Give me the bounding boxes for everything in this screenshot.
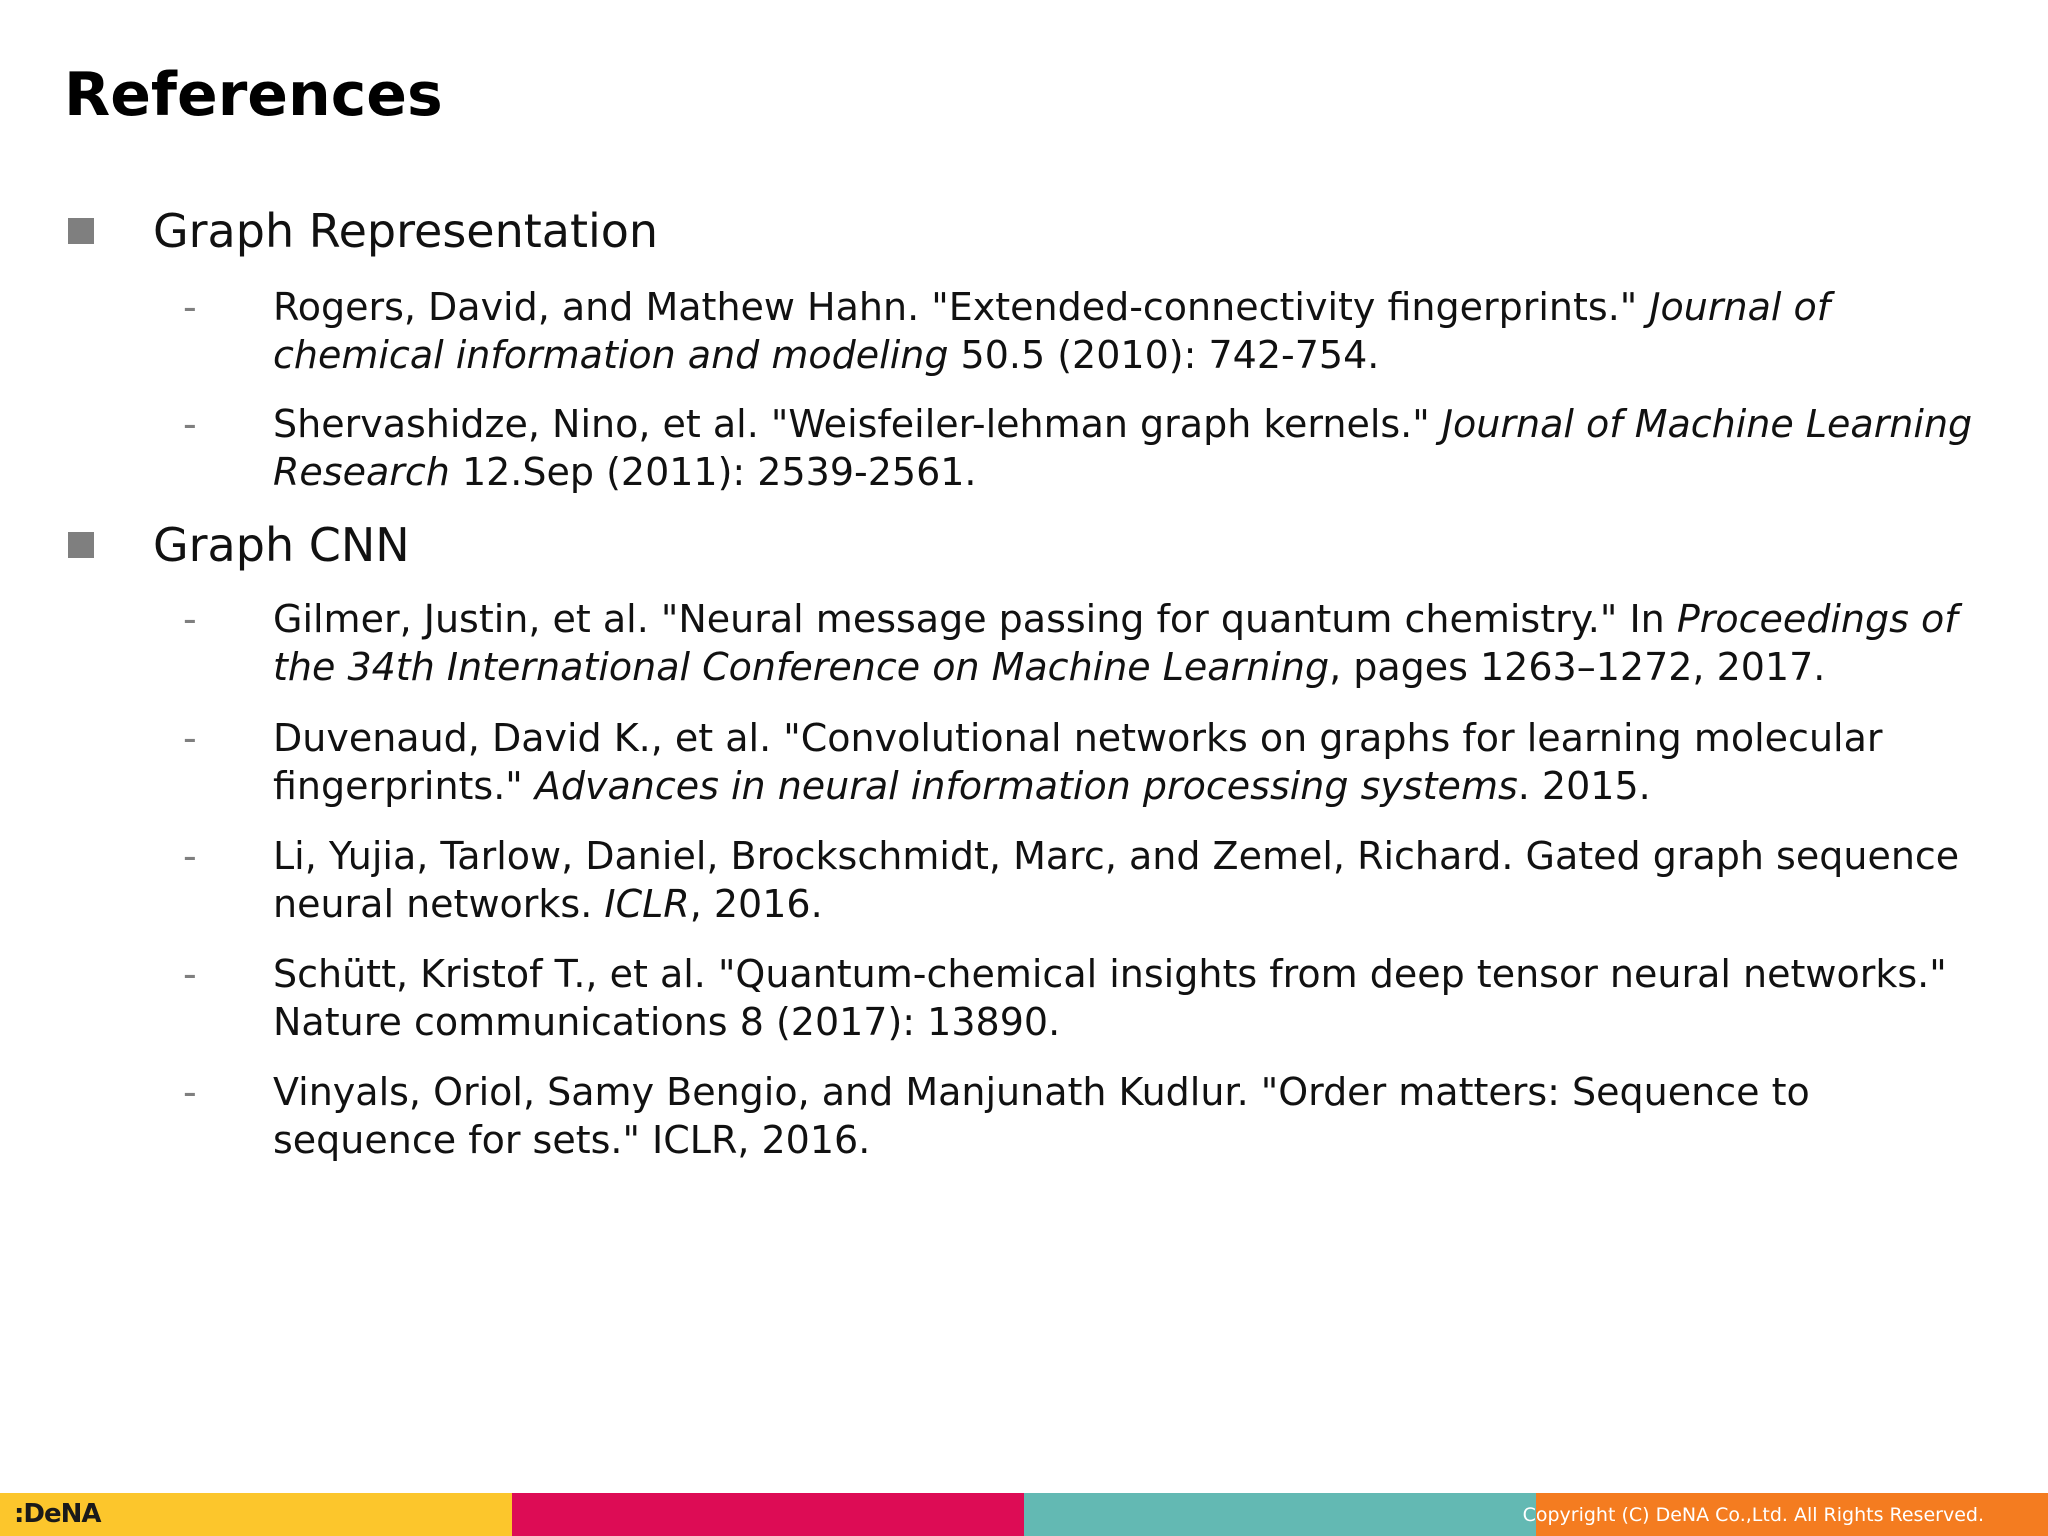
reference-text [273, 832, 1993, 928]
reference-venue: Journal of Machine Learning Research [273, 402, 1973, 494]
reference-text [273, 595, 1993, 691]
dash-bullet-icon: - [183, 285, 197, 329]
reference-details: 50.5 (2010): 742-754. [948, 333, 1380, 377]
dash-bullet-icon: - [183, 402, 197, 446]
dena-logo: :DeNA [14, 1499, 101, 1529]
reference-text [273, 714, 1993, 810]
reference-venue: Proceedings of the 34th International Conference on Machine Learning [273, 597, 1958, 689]
reference-citation: Gilmer, Justin, et al. "Neural message passing for quantum chemistry." In [273, 597, 1677, 641]
reference-citation: Duvenaud, David K., et al. "Convolutional networks on graphs for learning molecular fingerprints." [273, 716, 1883, 808]
footer-segment-teal [1024, 1493, 1536, 1536]
reference-citation: Li, Yujia, Tarlow, Daniel, Brockschmidt, Marc, and Zemel, Richard. Gated graph sequence neural networks. [273, 834, 1960, 926]
reference-venue: Journal of chemical information and modeling [273, 285, 1831, 377]
reference-citation: Vinyals, Oriol, Samy Bengio, and Manjunath Kudlur. "Order matters: Sequence to sequence for sets." ICLR, 2016. [273, 1070, 1810, 1162]
reference-citation: Schütt, Kristof T., et al. "Quantum-chemical insights from deep tensor neural networks." Nature communications 8 (2017): 13890. [273, 952, 1947, 1044]
reference-text [273, 1068, 1993, 1164]
reference-venue: ICLR [604, 882, 690, 926]
square-bullet-icon [68, 218, 94, 244]
footer-segment-pink [512, 1493, 1024, 1536]
dash-bullet-icon: - [183, 597, 197, 641]
dash-bullet-icon: - [183, 952, 197, 996]
dash-bullet-icon: - [183, 834, 197, 878]
reference-venue: Advances in neural information processing systems [534, 764, 1518, 808]
section-heading: Graph Representation [153, 204, 659, 258]
square-bullet-icon [68, 532, 94, 558]
footer-bar [0, 1493, 2048, 1536]
section-heading: Graph CNN [153, 518, 410, 572]
reference-details: 12.Sep (2011): 2539-2561. [449, 450, 977, 494]
dash-bullet-icon: - [183, 716, 197, 760]
reference-details: . 2015. [1517, 764, 1651, 808]
reference-details: , 2016. [689, 882, 823, 926]
reference-citation: Shervashidze, Nino, et al. "Weisfeiler-lehman graph kernels." [273, 402, 1442, 446]
reference-citation: Rogers, David, and Mathew Hahn. "Extended-connectivity fingerprints." [273, 285, 1650, 329]
copyright-notice: Copyright (C) DeNA Co.,Ltd. All Rights Reserved. [1522, 1504, 1984, 1526]
reference-text [273, 400, 1993, 496]
dash-bullet-icon: - [183, 1070, 197, 1114]
reference-details: , pages 1263–1272, 2017. [1329, 645, 1826, 689]
slide-title: References [64, 60, 443, 130]
reference-text [273, 283, 1993, 379]
reference-text [273, 950, 1993, 1046]
